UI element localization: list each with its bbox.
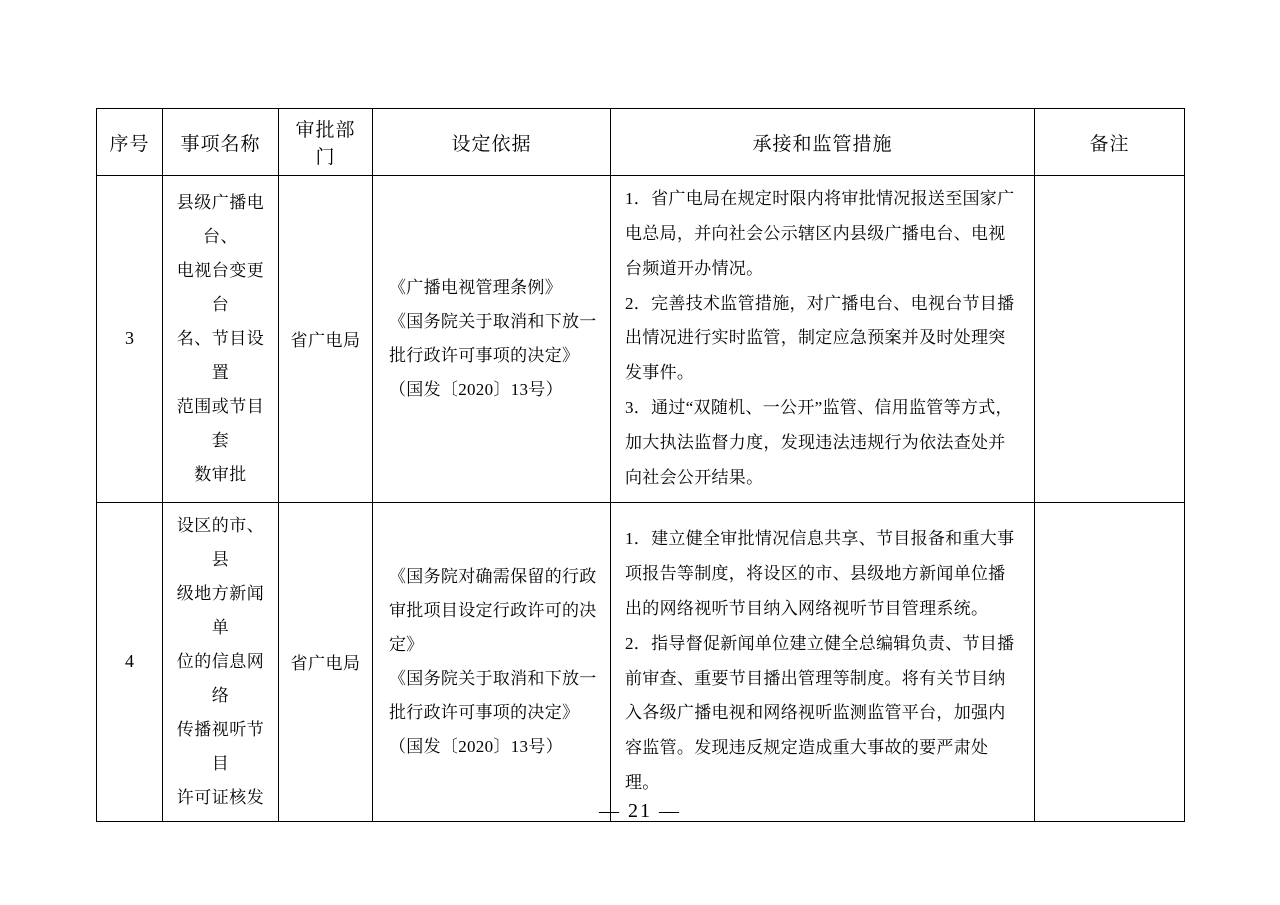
cell-remarks bbox=[1035, 176, 1185, 503]
cell-legal-basis bbox=[373, 176, 611, 503]
measure-line: 向社会公开结果。 bbox=[625, 467, 764, 487]
measure-line: 3．通过“双随机、一公开”监管、信用监管等方式， bbox=[625, 398, 1013, 418]
measure-line: 项报告等制度，将设区的市、县级地方新闻单位播 bbox=[625, 564, 1006, 584]
measure-line: 2．指导督促新闻单位建立健全总编辑负责、节目播 bbox=[625, 633, 1015, 653]
measure-line: 前审查、重要节目播出管理等制度。将有关节目纳 bbox=[625, 668, 1006, 688]
column-header-legal-basis: 设定依据 bbox=[373, 109, 611, 176]
measure-line: 2．完善技术监管措施，对广播电台、电视台节目播 bbox=[625, 293, 1015, 313]
item-name-line: 级地方新闻单 bbox=[176, 583, 265, 637]
measure-line: 1．建立健全审批情况信息共享、节目报备和重大事 bbox=[625, 529, 1015, 549]
column-header-item-name: 事项名称 bbox=[163, 109, 279, 176]
legal-basis-line: 《国务院对确需保留的行政 bbox=[389, 566, 597, 586]
measure-line: 容监管。发现违反规定造成重大事故的要严肃处理。 bbox=[625, 738, 989, 793]
table-header-row bbox=[97, 109, 1185, 176]
legal-basis-line: 审批项目设定行政许可的决 bbox=[389, 600, 597, 620]
legal-basis-line: 批行政许可事项的决定》 bbox=[389, 345, 580, 365]
measure-line: 台频道开办情况。 bbox=[625, 258, 764, 278]
table-body bbox=[97, 176, 1185, 822]
measure-line: 加大执法监督力度，发现违法违规行为依法查处并 bbox=[625, 432, 1006, 452]
cell-measures bbox=[611, 502, 1035, 821]
item-name-line: 范围或节目套 bbox=[176, 396, 265, 450]
approval-items-table bbox=[96, 108, 1185, 822]
cell-seq: 4 bbox=[97, 502, 163, 821]
measure-line: 出情况进行实时监管，制定应急预案并及时处理突 bbox=[625, 328, 1006, 348]
item-name-line: 传播视听节目 bbox=[176, 719, 265, 773]
legal-basis-line: 定》 bbox=[389, 634, 424, 654]
column-header-measures: 承接和监管措施 bbox=[611, 109, 1035, 176]
cell-item-name bbox=[163, 502, 279, 821]
item-name-line: 名、节目设置 bbox=[176, 328, 265, 382]
measure-line: 出的网络视听节目纳入网络视听节目管理系统。 bbox=[625, 598, 989, 618]
item-name-line: 电视台变更台 bbox=[176, 260, 265, 314]
item-name-line: 设区的市、县 bbox=[176, 515, 265, 569]
measure-line: 入各级广播电视和网络视听监测监管平台，加强内 bbox=[625, 703, 1006, 723]
item-name-line: 许可证核发 bbox=[176, 787, 265, 807]
table-row bbox=[97, 502, 1185, 821]
item-name-line: 数审批 bbox=[194, 464, 247, 484]
table-row bbox=[97, 176, 1185, 503]
legal-basis-line: （国发〔2020〕13号） bbox=[389, 736, 563, 756]
column-header-remarks: 备注 bbox=[1035, 109, 1185, 176]
cell-approval-dept: 省广电局 bbox=[279, 176, 373, 503]
column-header-approval-dept: 审批部门 bbox=[279, 109, 373, 176]
page-number: — 21 — bbox=[599, 800, 681, 822]
table-header bbox=[97, 109, 1185, 176]
cell-legal-basis bbox=[373, 502, 611, 821]
legal-basis-line: 《国务院关于取消和下放一 bbox=[389, 311, 597, 331]
legal-basis-line: 批行政许可事项的决定》 bbox=[389, 702, 580, 722]
cell-remarks bbox=[1035, 502, 1185, 821]
item-name-line: 位的信息网络 bbox=[176, 651, 265, 705]
column-header-seq: 序号 bbox=[97, 109, 163, 176]
cell-item-name bbox=[163, 176, 279, 503]
cell-approval-dept: 省广电局 bbox=[279, 502, 373, 821]
measure-line: 发事件。 bbox=[625, 363, 695, 383]
item-name-line: 县级广播电台、 bbox=[176, 192, 265, 246]
legal-basis-line: （国发〔2020〕13号） bbox=[389, 379, 563, 399]
legal-basis-line: 《广播电视管理条例》 bbox=[389, 277, 562, 297]
measure-line: 电总局，并向社会公示辖区内县级广播电台、电视 bbox=[625, 223, 1006, 243]
cell-measures bbox=[611, 176, 1035, 503]
measure-line: 1．省广电局在规定时限内将审批情况报送至国家广 bbox=[625, 189, 1015, 208]
cell-seq: 3 bbox=[97, 176, 163, 503]
legal-basis-line: 《国务院关于取消和下放一 bbox=[389, 668, 597, 688]
